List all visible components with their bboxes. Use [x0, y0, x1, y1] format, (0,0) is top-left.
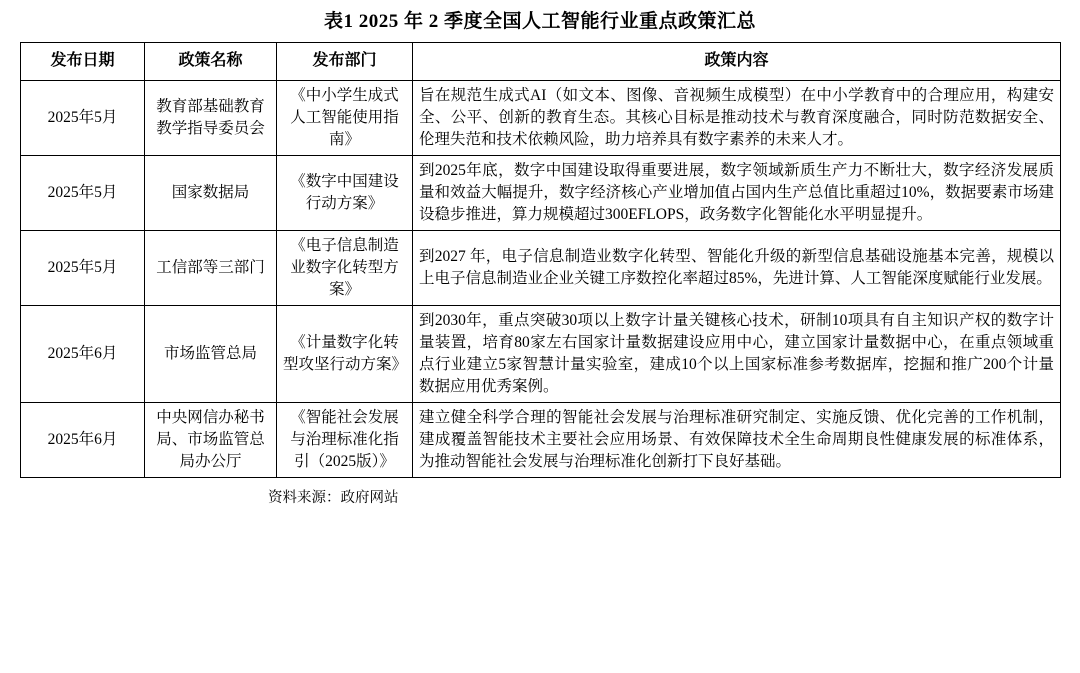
cell-content: 到2030年，重点突破30项以上数字计量关键核心技术，研制10项具有自主知识产权的数字计量装置，培育80家左右国家计量数据建设应用中心，建立国家计量数据中心，在重点领域重点行业建立5家智慧计量实验室，建成10个以上国家标准参考数据库，挖掘和推广200个计量数据应用优秀案例。: [413, 305, 1061, 402]
cell-department: 教育部基础教育教学指导委员会: [145, 80, 277, 155]
cell-department: 市场监管总局: [145, 305, 277, 402]
column-header-date: 发布日期: [21, 43, 145, 81]
page-title: 表1 2025 年 2 季度全国人工智能行业重点政策汇总: [323, 11, 756, 32]
table-header-row: [21, 43, 1061, 81]
table-row: [21, 305, 1061, 402]
table-row: [21, 155, 1061, 230]
cell-policy-name: 《电子信息制造业数字化转型方案》: [277, 230, 413, 305]
column-header-content: 政策内容: [413, 43, 1061, 81]
cell-department: 中央网信办秘书局、市场监管总局办公厅: [145, 402, 277, 477]
cell-content: 到2025年底，数字中国建设取得重要进展，数字领域新质生产力不断壮大，数字经济发展质量和效益大幅提升，数字经济核心产业增加值占国内生产总值比重超过10%，数据要素市场建设稳步推进，算力规模超过300EFLOPS，政务数字化智能化水平明显提升。: [413, 155, 1061, 230]
column-header-department: 发布部门: [277, 43, 413, 81]
cell-department: 工信部等三部门: [145, 230, 277, 305]
cell-department: 国家数据局: [145, 155, 277, 230]
source-note: 资料来源：政府网站: [268, 489, 399, 506]
cell-date: 2025年5月: [21, 155, 145, 230]
cell-date: 2025年6月: [21, 402, 145, 477]
table-row: [21, 230, 1061, 305]
cell-content: 旨在规范生成式AI（如文本、图像、音视频生成模型）在中小学教育中的合理应用，构建安全、公平、创新的教育生态。其核心目标是推动技术与教育深度融合，同时防范数据安全、伦理失范和技术依赖风险，助力培养具有数字素养的未来人才。: [413, 80, 1061, 155]
cell-policy-name: 《中小学生成式人工智能使用指南》: [277, 80, 413, 155]
cell-policy-name: 《数字中国建设行动方案》: [277, 155, 413, 230]
cell-content: 到2027 年，电子信息制造业数字化转型、智能化升级的新型信息基础设施基本完善，规模以上电子信息制造业企业关键工序数控化率超过85%，先进计算、人工智能深度赋能行业发展。: [413, 230, 1061, 305]
cell-date: 2025年5月: [21, 230, 145, 305]
table-row: [21, 80, 1061, 155]
cell-policy-name: 《智能社会发展与治理标准化指引（2025版）》: [277, 402, 413, 477]
table-row: [21, 402, 1061, 477]
cell-date: 2025年6月: [21, 305, 145, 402]
policy-summary-table: [20, 42, 1061, 478]
cell-policy-name: 《计量数字化转型攻坚行动方案》: [277, 305, 413, 402]
cell-date: 2025年5月: [21, 80, 145, 155]
cell-content: 建立健全科学合理的智能社会发展与治理标准研究制定、实施反馈、优化完善的工作机制，建成覆盖智能技术主要社会应用场景、有效保障技术全生命周期良性健康发展的标准体系，为推动智能社会发展与治理标准化创新打下良好基础。: [413, 402, 1061, 477]
column-header-policy-name: 政策名称: [145, 43, 277, 81]
